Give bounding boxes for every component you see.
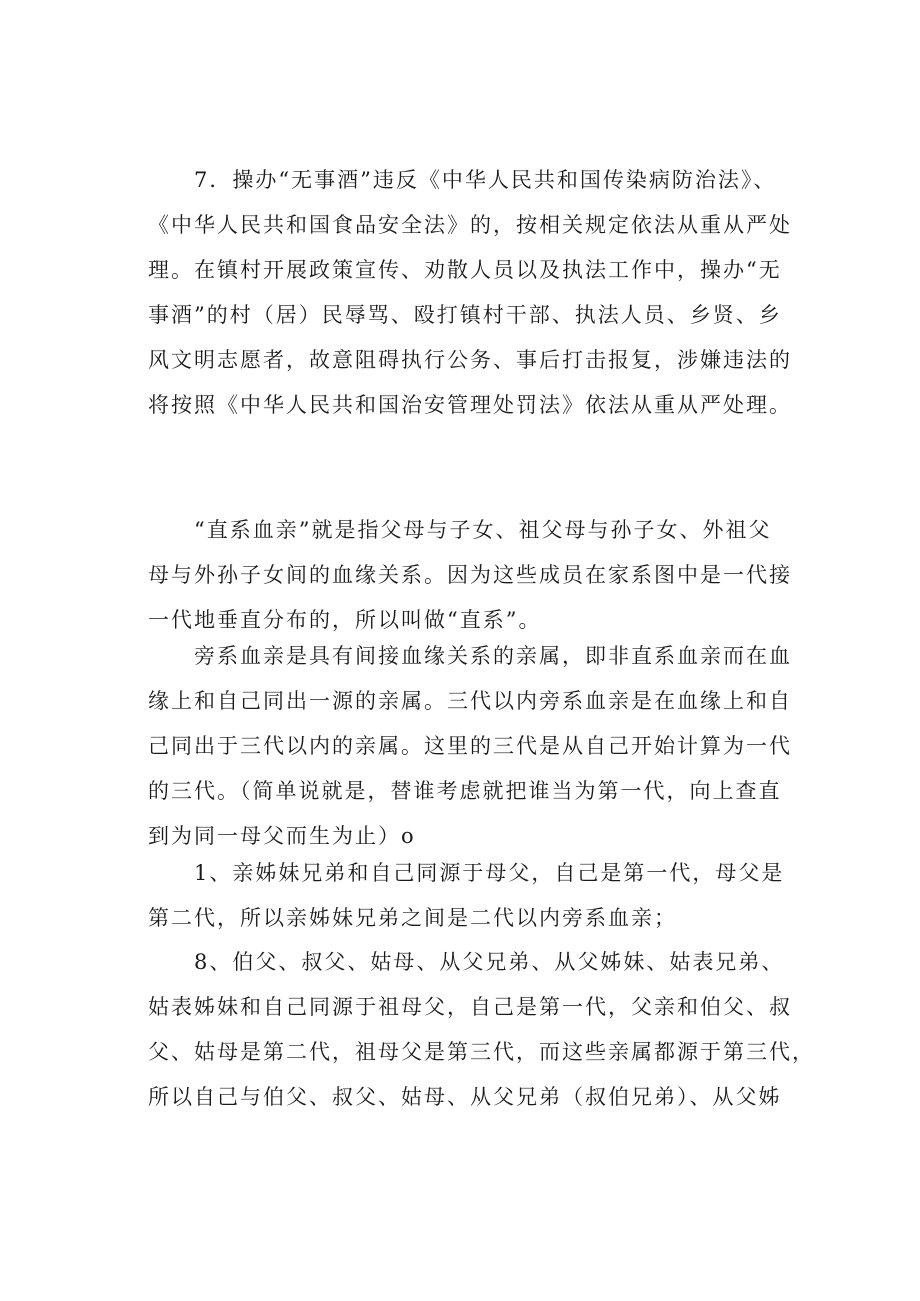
text-line: 的三代。（简单说就是，替谁考虑就把谁当为第一代，向上查直: [148, 779, 782, 803]
text-line: 事酒”的村（居）民辱骂、殴打镇村干部、执法人员、乡贤、乡: [148, 303, 782, 327]
text-line: 7．操办“无事酒”违反《中华人民共和国传染病防治法》、: [194, 168, 777, 192]
text-line: 到为同一母父而生为止）o: [148, 824, 416, 848]
text-line: 将按照《中华人民共和国治安管理处罚法》依法从重从严处理。: [148, 393, 792, 417]
text-line: 风文明志愿者，故意阻碍执行公务、事后打击报复，涉嫌违法的: [148, 348, 792, 372]
paragraph-item-8: [148, 940, 815, 1120]
text-line: 第二代，所以亲姊妹兄弟之间是二代以内旁系血亲；: [148, 906, 677, 930]
paragraph-lineal-kin: [148, 508, 808, 643]
paragraph-item-7: [148, 158, 808, 428]
paragraph-collateral-kin: [148, 634, 808, 859]
text-line: “直系血亲”就是指父母与子女、祖父母与孙子女、外祖父: [194, 518, 772, 542]
text-line: 所以自己与伯父、叔父、姑母、从父兄弟（叔伯兄弟）、从父姊: [148, 1085, 782, 1109]
text-line: 父、姑母是第二代，祖母父是第三代，而这些亲属都源于第三代，: [148, 1040, 815, 1064]
text-line: 己同出于三代以内的亲属。这里的三代是从自己开始计算为一代: [148, 734, 792, 758]
text-line: 旁系血亲是具有间接血缘关系的亲属，即非直系血亲而在血: [194, 644, 792, 668]
text-line: 《中华人民共和国食品安全法》的，按相关规定依法从重从严处: [148, 213, 792, 237]
text-line: 8、伯父、叔父、姑母、从父兄弟、从父姊妹、姑表兄弟、: [194, 950, 785, 974]
text-line: 姑表姊妹和自己同源于祖母父，自己是第一代，父亲和伯父、叔: [148, 995, 792, 1019]
text-line: 一代地垂直分布的，所以叫做“直系”。: [148, 608, 542, 632]
text-line: 理。在镇村开展政策宣传、劝散人员以及执法工作中，操办“无: [148, 258, 782, 282]
text-line: 1、亲姊妹兄弟和自己同源于母父，自己是第一代，母父是: [194, 861, 785, 885]
text-line: 母与外孙子女间的血缘关系。因为这些成员在家系图中是一代接: [148, 563, 792, 587]
paragraph-item-1: [148, 851, 808, 941]
text-line: 缘上和自己同出一源的亲属。三代以内旁系血亲是在血缘上和自: [148, 689, 792, 713]
